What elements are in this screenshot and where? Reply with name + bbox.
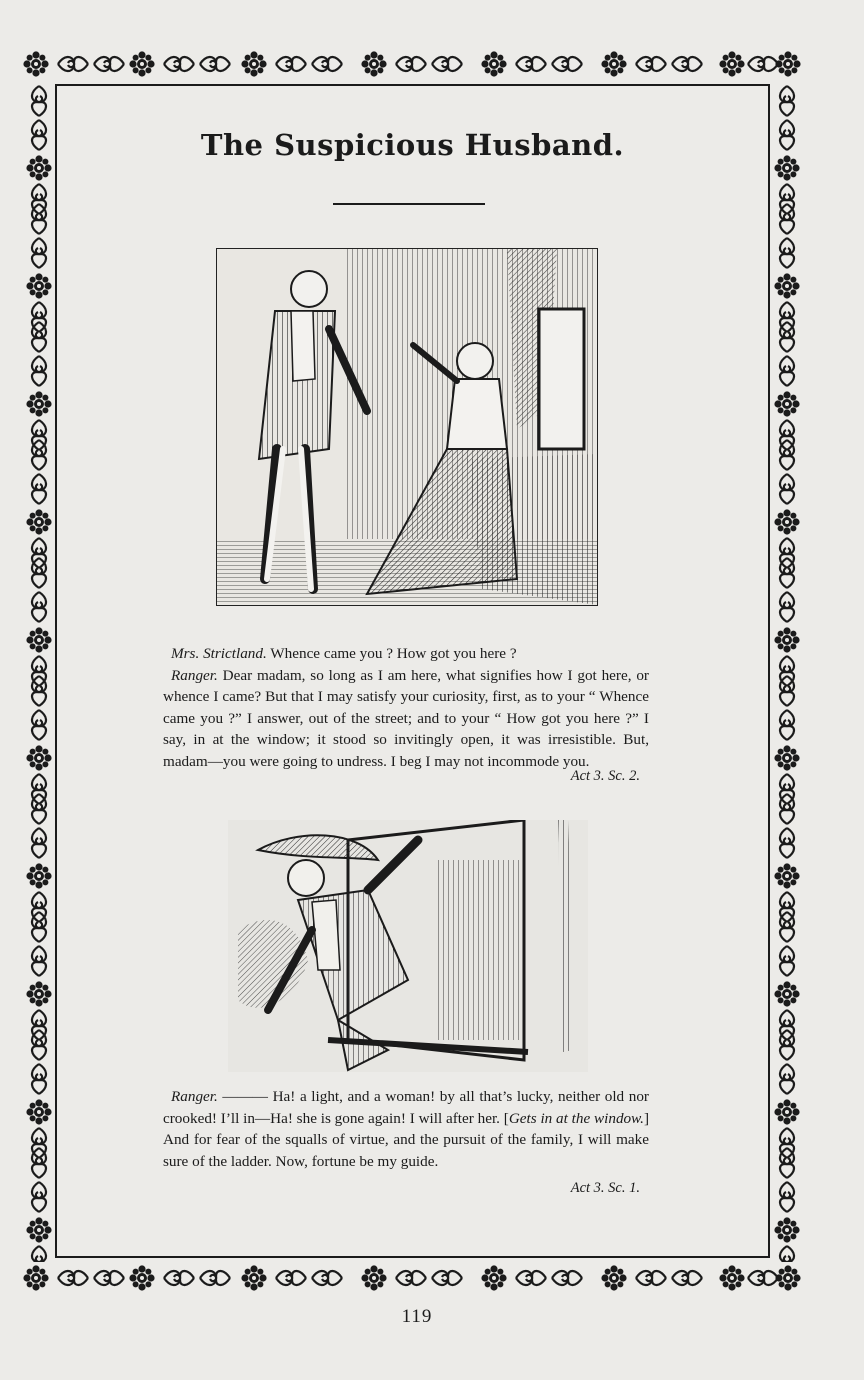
stage-direction: Gets in at the window. — [508, 1109, 644, 1127]
speech-text: Whence came you ? How got you here ? — [266, 645, 517, 662]
act-scene-reference: Act 3. Sc. 1. — [570, 1180, 640, 1196]
illustration-scene-1 — [216, 248, 598, 606]
dialogue-line — [163, 1086, 649, 1172]
ornamental-border-top — [22, 48, 804, 80]
speaker-name: Mrs. Strictland. — [171, 645, 267, 662]
dialogue-line — [163, 665, 649, 773]
act-scene-reference: Act 3. Sc. 2. — [570, 768, 640, 784]
page-title: The Suspicious Husband. — [200, 128, 625, 162]
speaker-name: Ranger. — [171, 666, 218, 684]
speech-text: ] And for fear of the squalls of virtue, and the pursuit of the family, I will make sure of the ladder. Now, fortune be my guide. — [163, 1109, 650, 1170]
speaker-name: Ranger. — [171, 1088, 218, 1105]
title-rule — [333, 203, 485, 205]
dialogue-scene-2 — [163, 1086, 649, 1172]
page-number: 119 — [401, 1306, 433, 1327]
speech-text: ——— Ha! a light, and a woman! by all that’s lucky, neither old nor crooked! I’ll in—Ha! she is gone again! I will after her. [ — [163, 1088, 649, 1127]
ornamental-border-left — [22, 80, 56, 1262]
speech-text: Dear madam, so long as I am here, what signifies how I got here, or whence I came? But that I may satisfy your curiosity, first, as to your “ Whence came you ?” I answer, out of the street; and to your “ How got you here ?” I say, in at the window; it stood so invitingly open, it was irresistible. But, madam—you were going to undress. I beg I may not incommode you. — [163, 666, 649, 770]
ornamental-border-right — [770, 80, 804, 1262]
dialogue-line — [163, 643, 649, 665]
illustration-scene-2 — [228, 820, 588, 1072]
ornamental-border-bottom — [22, 1262, 804, 1294]
dialogue-scene-1 — [163, 643, 649, 772]
